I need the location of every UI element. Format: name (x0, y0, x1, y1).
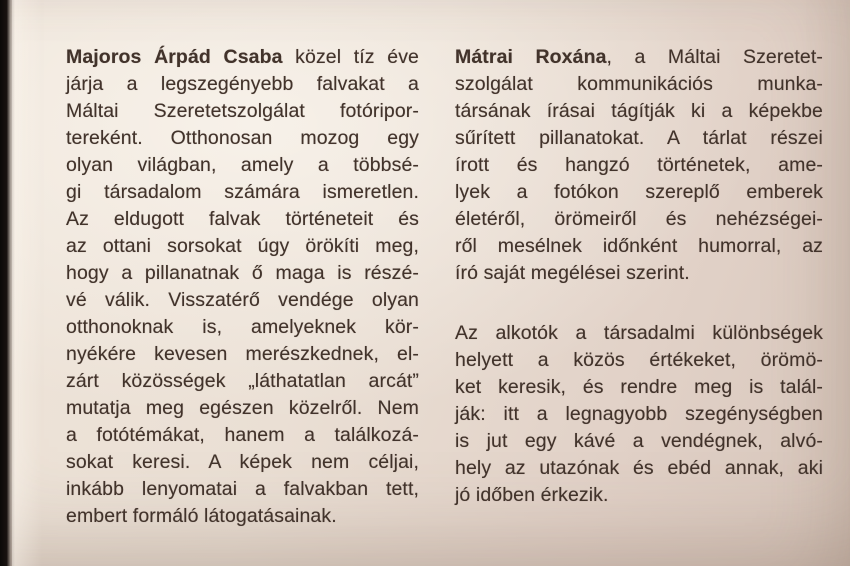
text-line (66, 368, 419, 395)
text-segment: Az eldugott falvak történeteit és (66, 208, 419, 230)
text-segment: nyékére kevesen merészkednek, el- (66, 343, 419, 365)
text-line (455, 320, 823, 347)
text-segment: , a Máltai Szeretet- (606, 46, 823, 68)
paragraph (66, 44, 419, 530)
text-segment: embert formáló látogatásainak. (66, 505, 337, 527)
text-line (455, 206, 823, 233)
text-segment: író saját megélései szerint. (455, 262, 690, 284)
text-line (66, 260, 419, 287)
text-line (455, 125, 823, 152)
text-segment: jó időben érkezik. (455, 484, 609, 506)
text-line (455, 347, 823, 374)
text-segment: olyan világban, amely a többsé- (66, 154, 419, 176)
text-segment: mutatja meg egészen közelről. Nem (66, 397, 419, 419)
text-line (455, 260, 823, 287)
text-line (66, 476, 419, 503)
text-line (66, 98, 419, 125)
text-line (455, 374, 823, 401)
text-segment: tereként. Otthonosan mozog egy (66, 127, 419, 149)
text-segment: közel tíz éve (282, 46, 420, 68)
text-segment: vé válik. Visszatérő vendége olyan (66, 289, 419, 311)
text-segment: sűrített pillanatokat. A tárlat részei (455, 127, 823, 149)
text-segment: társának írásai tágítják ki a képekbe (455, 100, 823, 122)
text-segment: életéről, örömeiről és nehézségei- (455, 208, 823, 230)
text-segment: Az alkotók a társadalmi különbségek (455, 322, 823, 344)
author-name: Majoros Árpád Csaba (66, 46, 283, 68)
wall-left-edge-highlight (12, 0, 42, 566)
paragraph (455, 320, 823, 509)
text-line (66, 422, 419, 449)
text-segment: a fotótémákat, hanem a találkozá- (66, 424, 419, 446)
text-line (66, 71, 419, 98)
text-segment: ket keresik, és rendre meg is talál- (455, 376, 823, 398)
text-segment: ják: itt a legnagyobb szegénységben (455, 403, 823, 425)
text-line (66, 395, 419, 422)
text-line (66, 287, 419, 314)
text-segment: sokat keresi. A képek nem céljai, (66, 451, 419, 473)
text-segment: lyek a fotókon szereplő emberek (455, 181, 823, 203)
text-line (455, 98, 823, 125)
text-line (66, 449, 419, 476)
text-line (455, 455, 823, 482)
text-line (455, 482, 823, 509)
text-line (66, 179, 419, 206)
paragraph (455, 44, 823, 287)
text-line (66, 503, 419, 530)
text-line (66, 206, 419, 233)
text-line (66, 125, 419, 152)
text-segment: az ottani sorsokat úgy örökíti meg, (66, 235, 419, 257)
text-line (66, 44, 419, 71)
text-segment: otthonoknak is, amelyeknek kör- (66, 316, 419, 338)
text-line (455, 401, 823, 428)
text-segment: szolgálat kommunikációs munka- (455, 73, 823, 95)
text-line (66, 233, 419, 260)
text-segment: hogy a pillanatnak ő maga is részé- (66, 262, 419, 284)
text-segment: Máltai Szeretetszolgálat fotóripor- (66, 100, 419, 122)
text-segment: ről mesélnek időnként humorral, az (455, 235, 823, 257)
text-segment: írott és hangzó történetek, ame- (455, 154, 823, 176)
text-line (66, 152, 419, 179)
text-line (455, 152, 823, 179)
text-column-left (66, 44, 419, 530)
text-line (66, 314, 419, 341)
text-line (455, 179, 823, 206)
text-segment: inkább lenyomatai a falvakban tett, (66, 478, 419, 500)
text-line (66, 341, 419, 368)
text-line (455, 71, 823, 98)
text-line (455, 44, 823, 71)
text-segment: zárt közösségek „láthatatlan arcát” (66, 370, 419, 392)
text-line (455, 233, 823, 260)
text-line (455, 428, 823, 455)
text-segment: hely az utazónak és ebéd annak, aki (455, 457, 823, 479)
text-segment: gi társadalom számára ismeretlen. (66, 181, 419, 203)
author-name: Mátrai Roxána (455, 46, 607, 68)
text-segment: járja a legszegényebb falvakat a (66, 73, 419, 95)
text-segment: is jut egy kávé a vendégnek, alvó- (455, 430, 823, 452)
text-column-right (455, 44, 823, 509)
text-segment: helyett a közös értékeket, örömö- (455, 349, 823, 371)
